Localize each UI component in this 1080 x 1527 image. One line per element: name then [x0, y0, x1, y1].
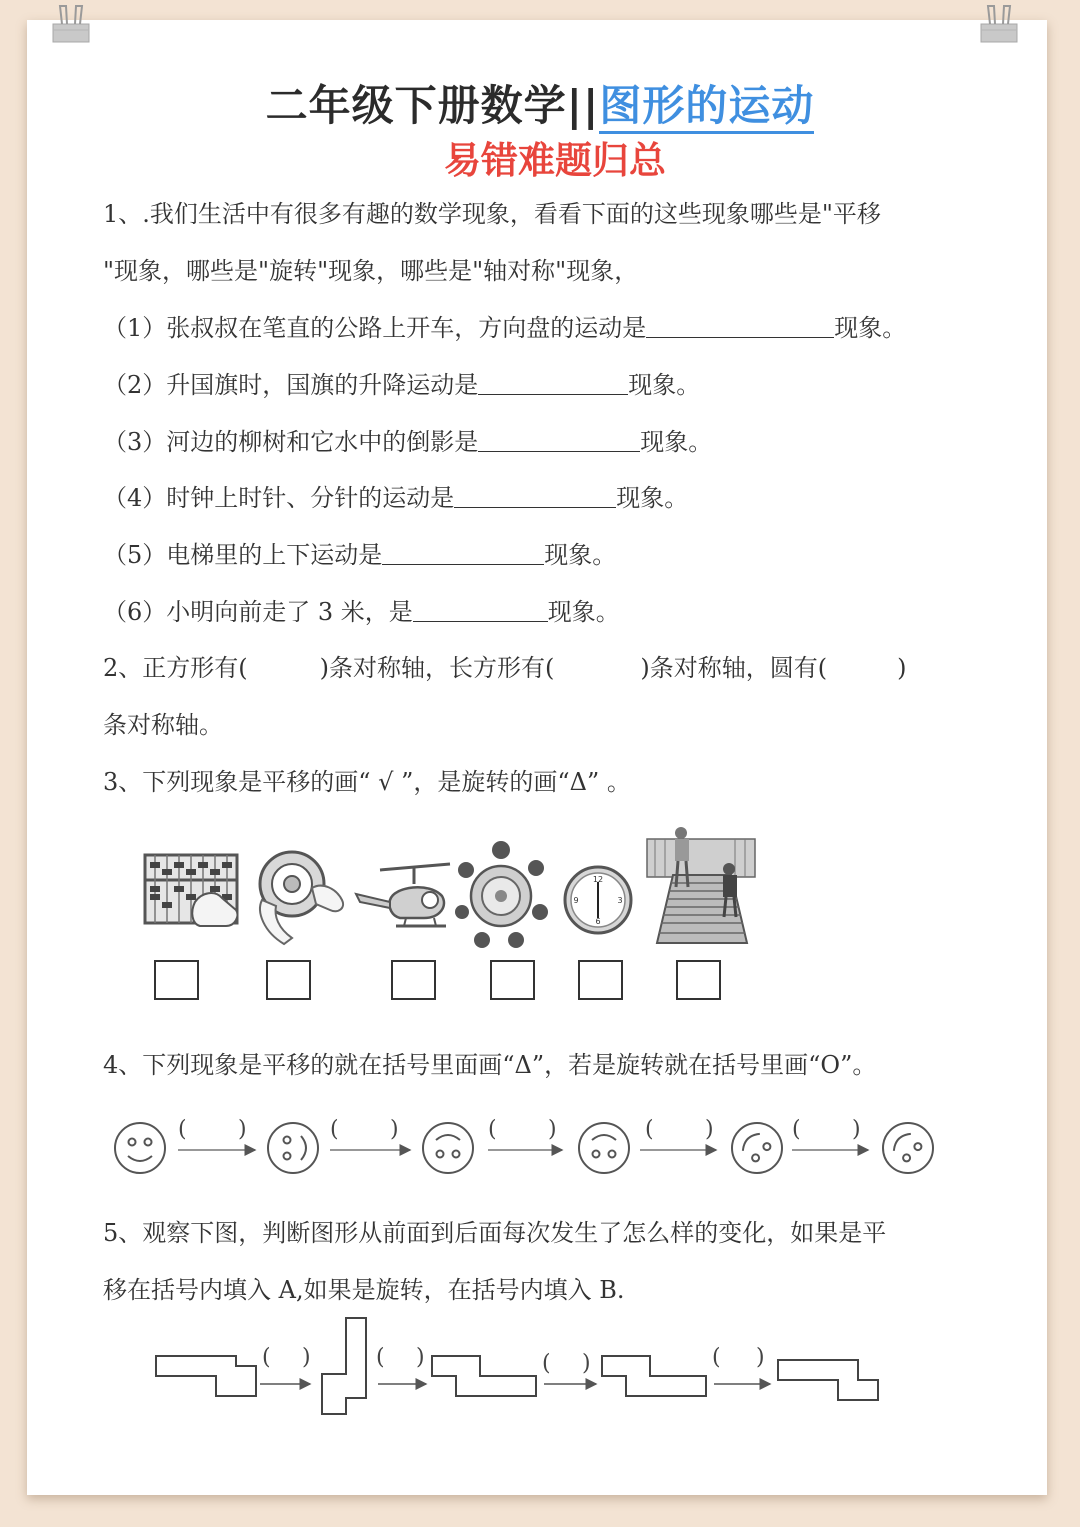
q5-paren-open-1: ( — [262, 1345, 271, 1370]
q4-faces-sequence — [100, 1108, 950, 1188]
q5-paren-close-3: ) — [582, 1351, 591, 1376]
q5-paren-close-2: ) — [416, 1345, 425, 1370]
clock-number-9: 9 — [573, 896, 579, 905]
q1-item-2-blank[interactable] — [478, 368, 628, 395]
q4-paren-close-5: ) — [852, 1117, 861, 1142]
abacus-icon — [140, 850, 245, 935]
q1-item-4-blank[interactable] — [454, 481, 616, 508]
q1-item-1 — [103, 311, 906, 345]
smiley-face-2-icon — [268, 1123, 318, 1173]
z-shape-3 — [432, 1356, 536, 1396]
q5-paren-close-1: ) — [302, 1345, 311, 1370]
title-main: 二年级下册数学 — [265, 81, 567, 130]
q3-answer-box-3[interactable] — [391, 960, 436, 1000]
q5-paren-close-4: ) — [756, 1345, 765, 1370]
q1-item-1-suffix: 现象。 — [834, 314, 907, 342]
q2-part-a: 2、正方形有( — [103, 654, 248, 682]
q2-part-c: )条对称轴，圆有( — [640, 654, 828, 682]
q1-item-5-text: （5）电梯里的上下运动是 — [103, 541, 383, 569]
page-subtitle: 易错难题归总 — [444, 139, 666, 182]
q3-answer-box-4[interactable] — [490, 960, 535, 1000]
clock-icon — [562, 858, 634, 942]
q3-answer-box-5[interactable] — [578, 960, 623, 1000]
q4-paren-close-3: ) — [548, 1117, 557, 1142]
q4-paren-open-5: ( — [792, 1117, 801, 1142]
q1-item-2-text: （2）升国旗时，国旗的升降运动是 — [103, 371, 479, 399]
q1-item-6-suffix: 现象。 — [547, 598, 620, 626]
q1-item-5-blank[interactable] — [382, 538, 544, 565]
q3-text: 3、下列现象是平移的画“ √ ”，是旋转的画“Δ” 。 — [103, 768, 631, 796]
q4-paren-close-2: ) — [390, 1117, 399, 1142]
q2-line2: 条对称轴。 — [103, 711, 223, 739]
steering-wheel-icon — [250, 848, 350, 948]
q5-line2: 移在括号内填入 A,如果是旋转，在括号内填入 B. — [103, 1276, 625, 1304]
q5-paren-open-4: ( — [712, 1345, 721, 1370]
z-shape-1 — [156, 1356, 256, 1396]
merry-go-round-icon — [456, 838, 546, 950]
q1-item-6 — [103, 595, 620, 629]
q3-answer-box-2[interactable] — [266, 960, 311, 1000]
q5-line1: 5、观察下图，判断图形从前面到后面每次发生了怎么样的变化，如果是平 — [103, 1219, 887, 1247]
q4-paren-open-3: ( — [488, 1117, 497, 1142]
q1-item-3-text: （3）河边的柳树和它水中的倒影是 — [103, 428, 479, 456]
clock-number-12: 12 — [592, 875, 604, 884]
z-shape-2 — [322, 1318, 366, 1414]
q4-paren-open-4: ( — [645, 1117, 654, 1142]
q1-item-3-suffix: 现象。 — [640, 428, 713, 456]
smiley-face-1-icon — [115, 1123, 165, 1173]
q5-shapes-sequence — [150, 1310, 890, 1425]
staircase-icon — [645, 825, 760, 945]
q1-item-1-text: （1）张叔叔在笔直的公路上开车，方向盘的运动是 — [103, 314, 647, 342]
q1-item-2 — [103, 368, 700, 402]
q2-part-b: )条对称轴，长方形有( — [319, 654, 555, 682]
q1-intro-line1: 1、.我们生活中有很多有趣的数学现象，看看下面的这些现象哪些是"平移 — [103, 200, 881, 228]
q1-item-6-text: （6）小明向前走了 3 米，是 — [103, 598, 413, 626]
title-topic: 图形的运动 — [599, 81, 814, 134]
smiley-face-4-icon — [579, 1123, 629, 1173]
q4-paren-close-1: ) — [238, 1117, 247, 1142]
title-separator: || — [566, 81, 600, 130]
smiley-face-6-icon — [873, 1113, 944, 1184]
q1-item-3 — [103, 425, 712, 459]
q3-answer-box-6[interactable] — [676, 960, 721, 1000]
binder-clip-left-icon — [50, 4, 92, 44]
q1-intro-line2: "现象，哪些是"旋转"现象，哪些是"轴对称"现象， — [103, 257, 639, 285]
q1-item-2-suffix: 现象。 — [628, 371, 701, 399]
q5-paren-open-2: ( — [376, 1345, 385, 1370]
q2-part-d: ) — [897, 654, 907, 682]
q1-item-4-suffix: 现象。 — [616, 484, 689, 512]
q3-answer-box-1[interactable] — [154, 960, 199, 1000]
q1-item-6-blank[interactable] — [413, 595, 548, 622]
helicopter-icon — [350, 860, 455, 932]
q1-item-4 — [103, 481, 688, 515]
clock-number-6: 6 — [595, 917, 601, 926]
q1-item-3-blank[interactable] — [478, 425, 640, 452]
binder-clip-right-icon — [978, 4, 1020, 44]
z-shape-4 — [602, 1356, 706, 1396]
smiley-face-3-icon — [423, 1123, 473, 1173]
q4-text: 4、下列现象是平移的就在括号里面画“Δ”，若是旋转就在括号里画“O”。 — [103, 1051, 877, 1079]
q1-item-5 — [103, 538, 616, 572]
q2-line1 — [103, 651, 906, 685]
q4-paren-open-1: ( — [178, 1117, 187, 1142]
q1-item-5-suffix: 现象。 — [544, 541, 617, 569]
q4-paren-open-2: ( — [330, 1117, 339, 1142]
z-shape-5 — [778, 1360, 878, 1400]
q4-paren-close-4: ) — [705, 1117, 714, 1142]
q1-item-1-blank[interactable] — [646, 311, 834, 338]
clock-number-3: 3 — [617, 896, 623, 905]
page-title — [0, 78, 1080, 134]
smiley-face-5-icon — [722, 1113, 793, 1184]
q1-item-4-text: （4）时钟上时针、分针的运动是 — [103, 484, 455, 512]
q5-paren-open-3: ( — [542, 1351, 551, 1376]
